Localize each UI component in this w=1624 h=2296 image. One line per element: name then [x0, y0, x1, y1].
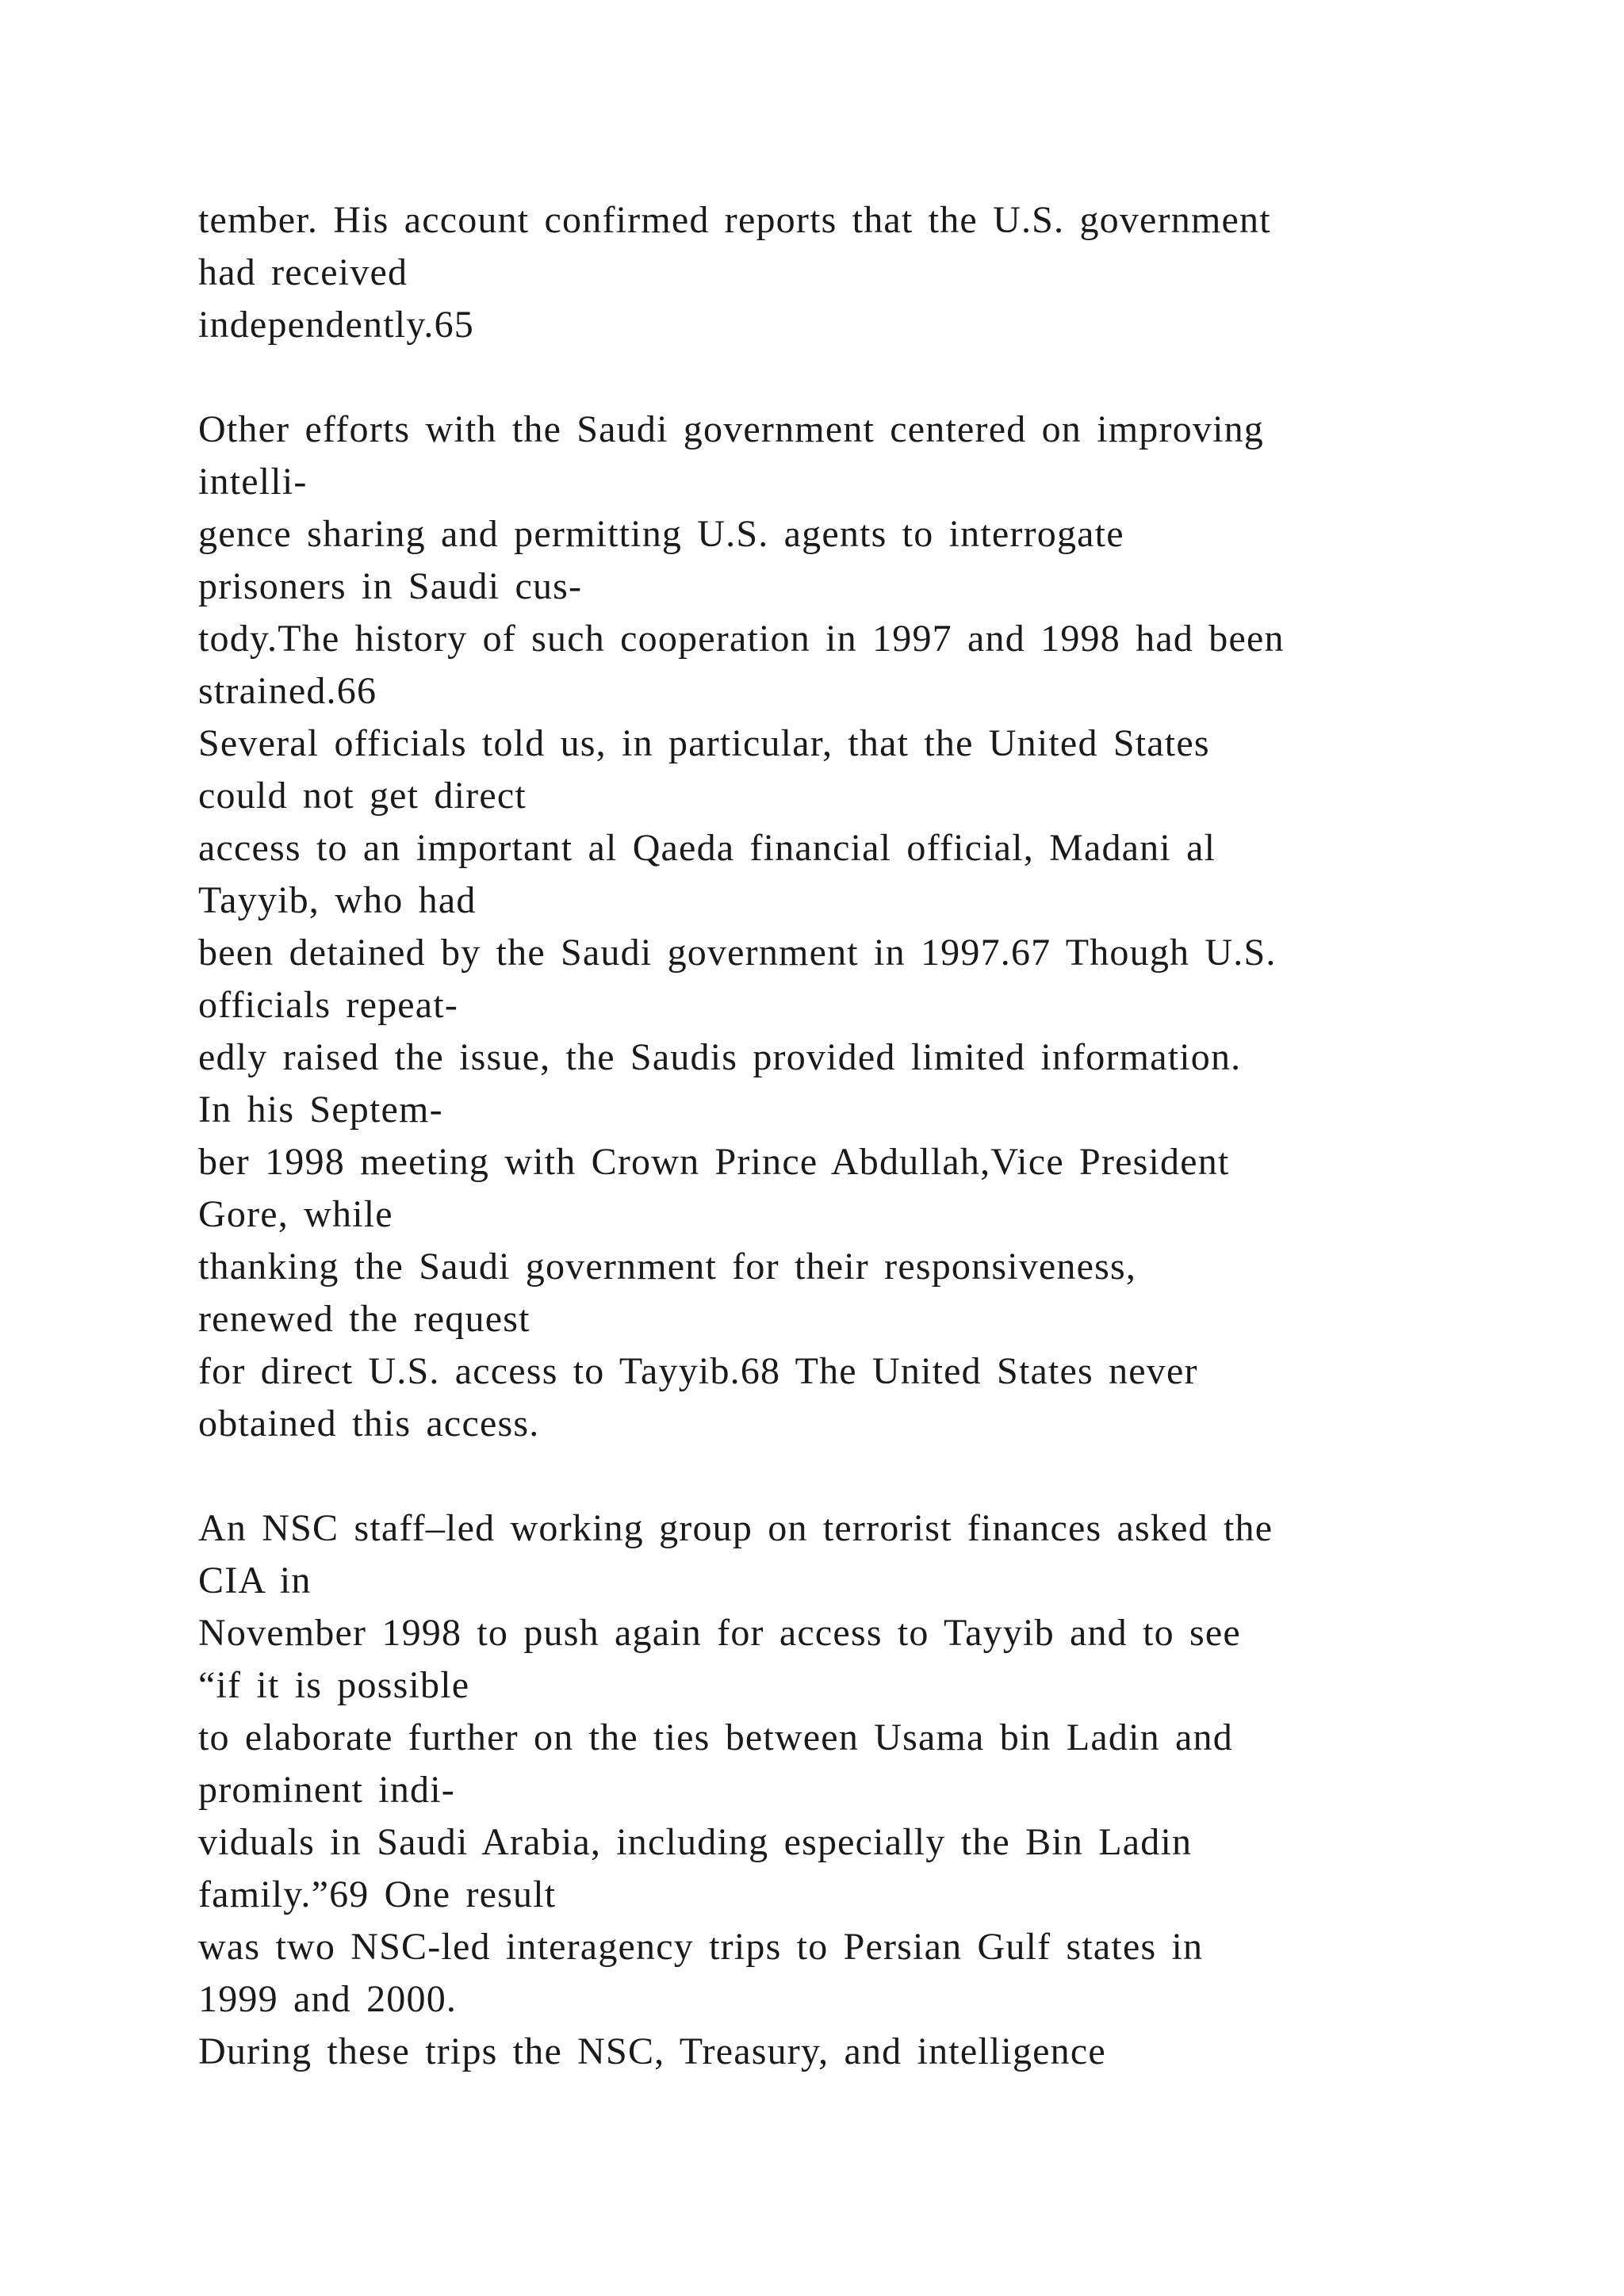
text-line: could not get direct [198, 775, 527, 817]
text-line: had received [198, 251, 408, 293]
text-line: viduals in Saudi Arabia, including especially the Bin Ladin [198, 1821, 1193, 1863]
text-line: tember. His account confirmed reports that the U.S. government [198, 199, 1271, 241]
text-line: CIA in [198, 1559, 312, 1601]
text-line: officials repeat- [198, 984, 459, 1026]
text-line: tody.The history of such cooperation in 1997 and 1998 had been [198, 618, 1285, 660]
text-line: to elaborate further on the ties between Usama bin Ladin and [198, 1716, 1233, 1758]
text-line: Gore, while [198, 1193, 393, 1235]
text-line: intelli- [198, 461, 308, 503]
text-line: prominent indi- [198, 1769, 455, 1811]
text-line: independently.65 [198, 304, 475, 346]
text-line: “if it is possible [198, 1664, 470, 1706]
text-line: November 1998 to push again for access to Tayyib and to see [198, 1612, 1241, 1654]
text-line: ber 1998 meeting with Crown Prince Abdullah,Vice President [198, 1141, 1230, 1183]
body-text [198, 194, 1515, 2078]
text-line: An NSC staff–led working group on terrorist finances asked the [198, 1507, 1274, 1549]
text-line: During these trips the NSC, Treasury, and intelligence [198, 2030, 1106, 2072]
text-line: obtained this access. [198, 1402, 540, 1445]
text-line: for direct U.S. access to Tayyib.68 The United States never [198, 1350, 1198, 1392]
text-line: Tayyib, who had [198, 879, 477, 921]
text-line: gence sharing and permitting U.S. agents to interrogate [198, 513, 1124, 555]
text-line: family.”69 One result [198, 1873, 557, 1915]
text-line: access to an important al Qaeda financial official, Madani al [198, 827, 1216, 869]
text-line: was two NSC-led interagency trips to Persian Gulf states in [198, 1926, 1204, 1968]
text-line: been detained by the Saudi government in 1997.67 Though U.S. [198, 932, 1277, 974]
text-line: In his Septem- [198, 1089, 443, 1131]
text-line: strained.66 [198, 670, 377, 712]
text-line: thanking the Saudi government for their responsiveness, [198, 1246, 1137, 1288]
text-line: renewed the request [198, 1298, 530, 1340]
text-line: Several officials told us, in particular, that the United States [198, 722, 1210, 764]
paragraph-break [198, 351, 1515, 404]
text-line: prisoners in Saudi cus- [198, 565, 583, 607]
text-line: Other efforts with the Saudi government centered on improving [198, 408, 1265, 450]
paragraph-break [198, 1450, 1515, 1502]
text-line: edly raised the issue, the Saudis provided limited information. [198, 1036, 1242, 1078]
text-line: 1999 and 2000. [198, 1978, 458, 2020]
